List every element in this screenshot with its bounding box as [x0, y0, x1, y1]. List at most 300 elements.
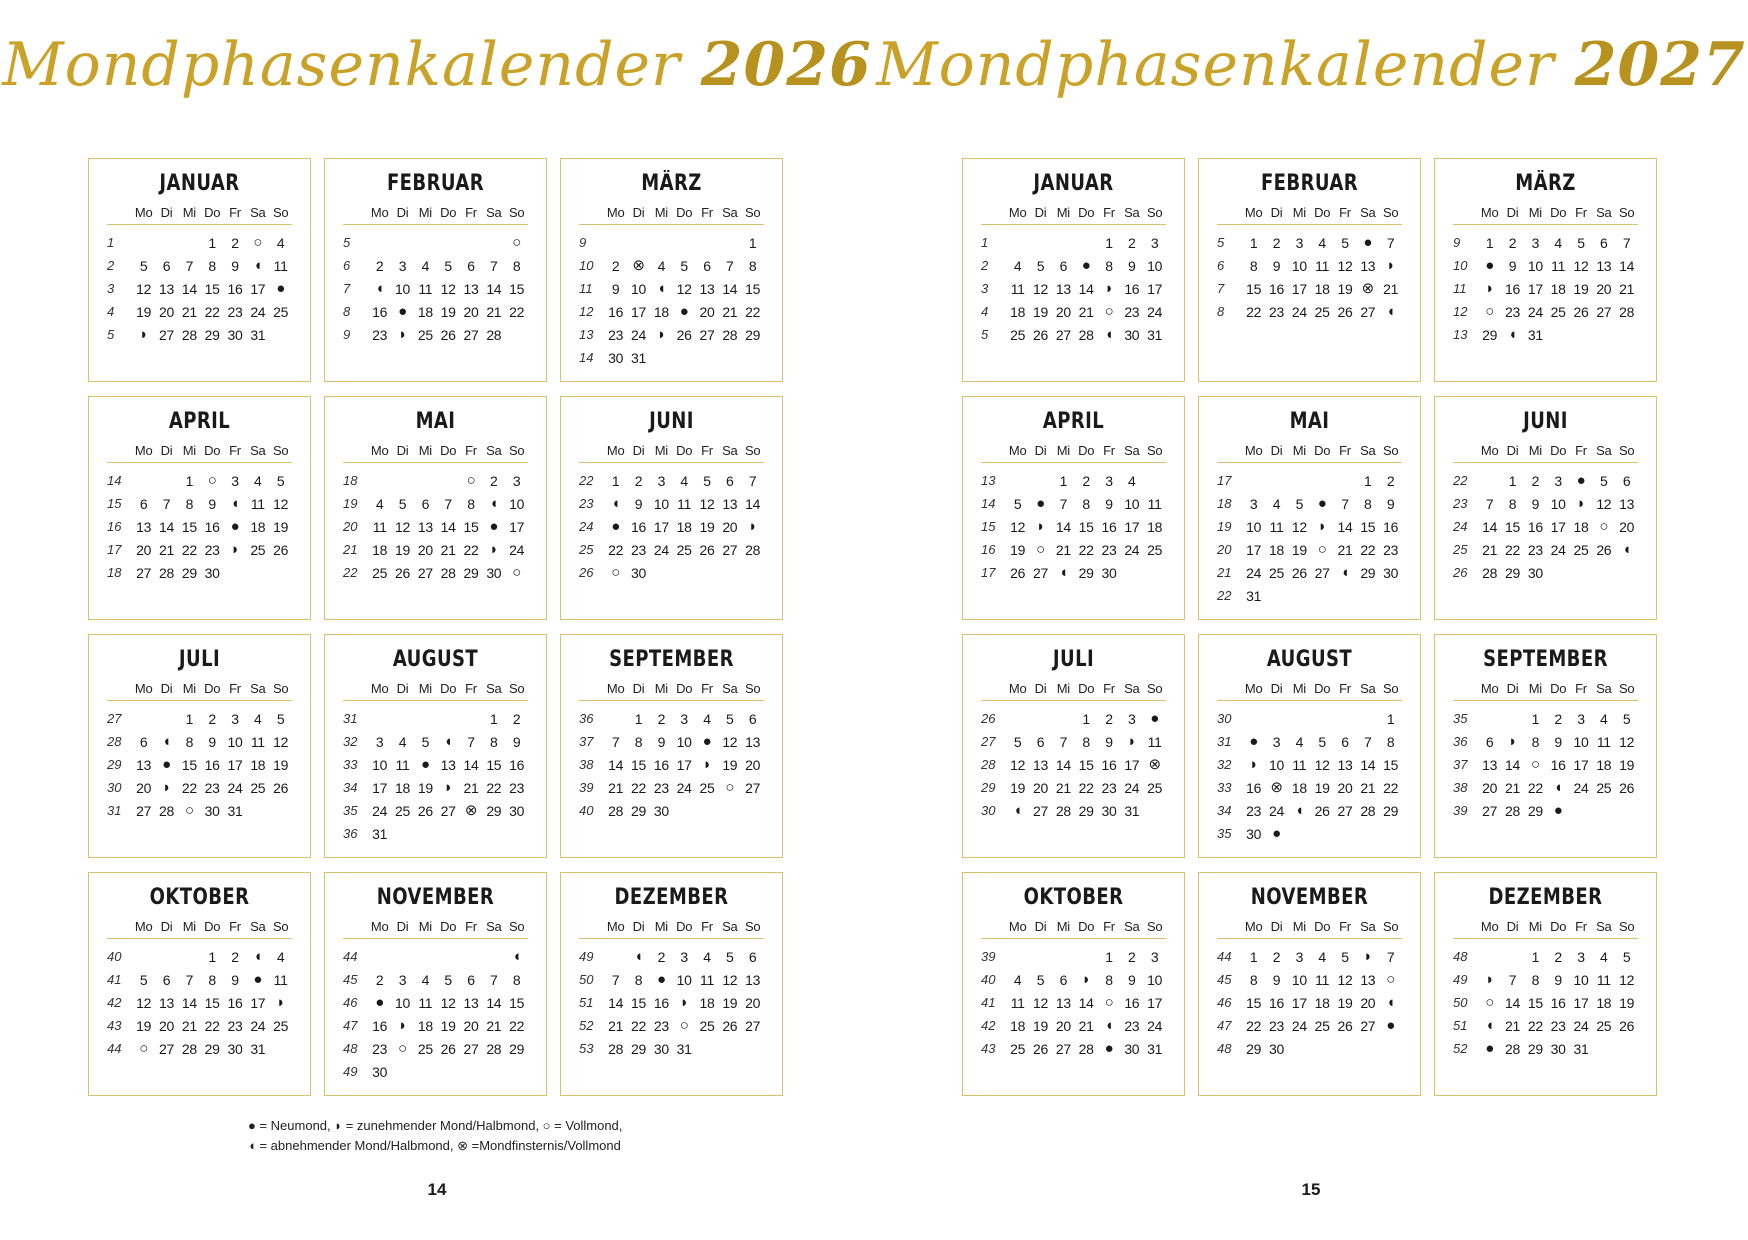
week-row: [1453, 776, 1638, 799]
week-row: [981, 753, 1166, 776]
week-row: [1217, 561, 1402, 584]
day-cell: 8: [208, 971, 216, 988]
day-cell: 8: [1249, 257, 1258, 274]
day-cell: 3: [398, 257, 407, 274]
day-cell: 8: [512, 257, 521, 274]
month-name: DEZEMBER: [614, 885, 729, 910]
week-number: 35: [1453, 711, 1468, 726]
day-cell: 3: [1577, 948, 1585, 965]
day-cell: 3: [1295, 234, 1304, 251]
day-cell: 29: [1360, 564, 1376, 581]
day-cell: 1: [208, 948, 216, 965]
week-row: [107, 492, 292, 515]
week-row: [1217, 492, 1402, 515]
day-cell: 14: [181, 994, 197, 1011]
moon-phase-icon: ○: [1485, 303, 1495, 320]
day-cell: 17: [1573, 756, 1589, 773]
week-row: [107, 991, 292, 1014]
week-number: 5: [343, 235, 351, 250]
day-cell: 28: [1360, 802, 1376, 819]
day-cell: 6: [467, 257, 475, 274]
day-cell: 26: [1314, 802, 1330, 819]
week-number: 46: [1217, 995, 1232, 1010]
day-cell: 3: [1577, 710, 1585, 727]
day-cell: 3: [1249, 495, 1258, 512]
week-number: 17: [107, 542, 122, 557]
day-cell: 7: [490, 971, 498, 988]
week-row: [1217, 254, 1402, 277]
month-name: MAI: [415, 409, 456, 434]
week-number: 44: [107, 1041, 122, 1056]
moon-phase-icon: ●: [679, 303, 689, 320]
day-cell: 24: [1291, 303, 1307, 320]
day-cell: 14: [745, 495, 761, 512]
day-cell: 7: [467, 733, 475, 750]
week-number: 12: [579, 304, 594, 319]
weekday-label: Fr: [229, 919, 241, 934]
week-row: [1217, 822, 1402, 845]
day-cell: 19: [722, 756, 738, 773]
day-cell: 29: [509, 1040, 525, 1057]
week-row: [1217, 277, 1402, 300]
day-cell: 12: [1619, 971, 1635, 988]
day-cell: 1: [1386, 710, 1395, 727]
day-cell: 11: [273, 257, 288, 274]
day-cell: 28: [486, 326, 502, 343]
weekday-label: Di: [160, 919, 173, 934]
weekday-label: Mo: [1480, 919, 1499, 934]
week-row: [1217, 231, 1402, 254]
day-cell: 7: [1508, 971, 1517, 988]
week-row: [981, 492, 1166, 515]
weekday-label: Fr: [701, 443, 713, 458]
week-number: 14: [981, 496, 996, 511]
weekday-label: Mi: [418, 205, 432, 220]
week-number: 32: [1217, 757, 1232, 772]
month-card: [1434, 634, 1657, 858]
moon-phase-icon: ●: [230, 518, 240, 535]
week-number: 13: [1453, 327, 1468, 342]
day-cell: 14: [1055, 756, 1071, 773]
day-cell: 30: [486, 564, 502, 581]
week-number: 5: [107, 327, 115, 342]
month-name: AUGUST: [392, 647, 479, 672]
day-cell: 29: [631, 802, 646, 819]
weekday-label: Di: [1034, 919, 1047, 934]
day-cell: 25: [417, 326, 433, 343]
weekday-label: Sa: [1596, 205, 1612, 220]
week-row: [1217, 799, 1402, 822]
month-card: [1198, 872, 1421, 1096]
day-cell: 7: [1341, 495, 1349, 512]
day-cell: 28: [1078, 1040, 1094, 1057]
weekday-label: Sa: [1124, 443, 1140, 458]
week-number: 41: [107, 972, 122, 987]
day-cell: 23: [227, 1017, 243, 1034]
day-cell: 5: [276, 710, 285, 727]
month-name: MÄRZ: [641, 171, 702, 196]
week-number: 22: [343, 565, 358, 580]
day-cell: 14: [486, 994, 502, 1011]
day-cell: 14: [1619, 257, 1635, 274]
weekday-label: Mo: [1244, 443, 1263, 458]
day-cell: 5: [1318, 733, 1326, 750]
day-cell: 25: [250, 541, 266, 558]
day-cell: 13: [1337, 756, 1353, 773]
month-card: [1434, 396, 1657, 620]
day-cell: 6: [1059, 257, 1068, 274]
moon-phase-icon: ○: [1386, 971, 1396, 988]
day-cell: 2: [1554, 948, 1562, 965]
day-cell: 23: [653, 779, 669, 796]
week-number: 38: [579, 757, 594, 772]
day-cell: 4: [1600, 710, 1608, 727]
week-row: [107, 1037, 292, 1060]
month-card: [1434, 872, 1657, 1096]
day-cell: 2: [1386, 472, 1395, 489]
week-number: 6: [1217, 258, 1225, 273]
week-row: [1453, 968, 1638, 991]
day-cell: 26: [395, 564, 410, 581]
day-cell: 7: [1622, 234, 1631, 251]
weekday-label: Di: [1270, 443, 1283, 458]
day-cell: 24: [372, 802, 388, 819]
day-cell: 5: [726, 710, 734, 727]
day-cell: 16: [1527, 518, 1543, 535]
day-cell: 25: [1269, 564, 1284, 581]
week-number: 51: [1453, 1018, 1468, 1033]
day-cell: 5: [1013, 733, 1022, 750]
day-cell: 18: [1269, 541, 1284, 558]
week-row: [1453, 561, 1638, 584]
moon-phase-icon: ◗: [276, 994, 286, 1011]
day-cell: 12: [1291, 518, 1307, 535]
day-cell: 27: [1482, 802, 1498, 819]
page-number: 15: [1301, 1180, 1321, 1199]
week-row: [1453, 231, 1638, 254]
week-row: [981, 945, 1166, 968]
week-row: [981, 469, 1166, 492]
day-cell: 10: [1573, 733, 1589, 750]
day-cell: 29: [1482, 326, 1498, 343]
month-name: JANUAR: [159, 171, 240, 196]
moon-phase-icon: ⊗: [1148, 756, 1161, 773]
week-row: [1453, 753, 1638, 776]
moon-phase-icon: ○: [398, 1040, 407, 1057]
week-row: [1453, 799, 1638, 822]
weekday-label: Mo: [1244, 681, 1263, 696]
day-cell: 23: [227, 303, 243, 320]
day-cell: 5: [680, 257, 688, 274]
week-row: [1217, 991, 1402, 1014]
day-cell: 4: [398, 733, 407, 750]
day-cell: 12: [1573, 257, 1589, 274]
month-name: JANUAR: [1033, 171, 1114, 196]
day-cell: 24: [1124, 779, 1140, 796]
moon-phase-icon: ●: [398, 303, 407, 320]
day-cell: 26: [1010, 564, 1026, 581]
week-number: 18: [107, 565, 122, 580]
day-cell: 20: [1360, 994, 1376, 1011]
week-number: 36: [579, 711, 594, 726]
day-cell: 27: [136, 802, 152, 819]
day-cell: 12: [136, 280, 152, 297]
day-cell: 23: [631, 541, 646, 558]
moon-phase-icon: ◖: [230, 495, 240, 512]
weekday-label: Fr: [1575, 919, 1587, 934]
day-cell: 16: [1124, 280, 1140, 297]
weekday-label: Sa: [722, 205, 738, 220]
day-cell: 29: [181, 564, 197, 581]
week-number: 40: [981, 972, 996, 987]
day-cell: 11: [395, 756, 410, 773]
week-number: 25: [579, 542, 594, 557]
weekday-label: Do: [676, 919, 693, 934]
month-name: NOVEMBER: [1250, 885, 1369, 910]
week-number: 34: [343, 780, 358, 795]
week-number: 39: [1453, 803, 1468, 818]
day-cell: 7: [185, 971, 194, 988]
day-cell: 30: [227, 326, 243, 343]
day-cell: 30: [1101, 564, 1117, 581]
day-cell: 17: [1246, 541, 1262, 558]
day-cell: 4: [1600, 948, 1608, 965]
day-cell: 25: [1314, 303, 1330, 320]
week-row: [1217, 968, 1402, 991]
month-card: [88, 158, 311, 382]
day-cell: 20: [463, 1017, 479, 1034]
week-number: 3: [981, 281, 989, 296]
day-cell: 5: [444, 257, 452, 274]
week-number: 31: [343, 711, 358, 726]
day-cell: 26: [440, 1040, 456, 1057]
day-cell: 13: [159, 994, 174, 1011]
day-cell: 12: [1314, 756, 1330, 773]
week-number: 27: [981, 734, 996, 749]
day-cell: 28: [1619, 303, 1635, 320]
week-row: [1217, 753, 1402, 776]
day-cell: 16: [227, 994, 243, 1011]
day-cell: 23: [372, 326, 388, 343]
day-cell: 12: [1619, 733, 1635, 750]
week-number: 15: [981, 519, 996, 534]
day-cell: 19: [1291, 541, 1307, 558]
day-cell: 19: [699, 518, 715, 535]
week-row: [343, 753, 528, 776]
weekday-label: So: [1146, 681, 1163, 696]
day-cell: 5: [1036, 971, 1045, 988]
weekday-label: Di: [1034, 205, 1047, 220]
weekday-label: Mo: [1008, 681, 1027, 696]
day-cell: 23: [1269, 1017, 1284, 1034]
week-row: [981, 707, 1166, 730]
week-number: 29: [107, 757, 122, 772]
day-cell: 1: [185, 472, 194, 489]
day-cell: 15: [486, 756, 502, 773]
day-cell: 13: [136, 756, 152, 773]
day-cell: 30: [509, 802, 525, 819]
day-cell: 10: [227, 733, 243, 750]
day-cell: 21: [1337, 541, 1353, 558]
day-cell: 27: [417, 564, 433, 581]
day-cell: 21: [1505, 1017, 1520, 1034]
week-row: [107, 277, 292, 300]
day-cell: 16: [372, 303, 388, 320]
week-row: [981, 561, 1166, 584]
day-cell: 15: [509, 994, 525, 1011]
day-cell: 7: [1059, 495, 1068, 512]
day-cell: 30: [227, 1040, 243, 1057]
day-cell: 13: [1596, 257, 1612, 274]
day-cell: 10: [1527, 257, 1543, 274]
moon-phase-icon: ○: [1530, 756, 1540, 773]
week-row: [1217, 300, 1402, 323]
weekday-label: Sa: [1596, 919, 1612, 934]
week-number: 14: [579, 350, 594, 365]
week-row: [579, 277, 764, 300]
day-cell: 10: [631, 280, 646, 297]
day-cell: 26: [440, 326, 456, 343]
day-cell: 28: [1505, 802, 1520, 819]
week-number: 40: [107, 949, 122, 964]
week-number: 37: [579, 734, 594, 749]
weekday-label: Mi: [1056, 205, 1070, 220]
day-cell: 8: [185, 495, 194, 512]
day-cell: 30: [1527, 564, 1543, 581]
day-cell: 31: [250, 1040, 266, 1057]
weekday-label: Mi: [182, 443, 196, 458]
weekday-label: Sa: [1124, 205, 1140, 220]
day-cell: 9: [1531, 495, 1540, 512]
week-row: [343, 561, 528, 584]
day-cell: 22: [1360, 541, 1376, 558]
day-cell: 15: [1360, 518, 1376, 535]
day-cell: 24: [653, 541, 669, 558]
day-cell: 25: [1010, 326, 1026, 343]
week-number: 53: [579, 1041, 594, 1056]
moon-phase-icon: ◗: [443, 779, 453, 796]
day-cell: 18: [1147, 518, 1163, 535]
week-number: 31: [1217, 734, 1232, 749]
week-number: 51: [579, 995, 594, 1010]
week-row: [579, 707, 764, 730]
weekday-label: Sa: [1124, 919, 1140, 934]
week-row: [1217, 515, 1402, 538]
day-cell: 7: [490, 257, 498, 274]
day-cell: 2: [1272, 234, 1281, 251]
week-row: [981, 277, 1166, 300]
week-number: 17: [1217, 473, 1232, 488]
weekday-label: So: [1618, 443, 1635, 458]
week-row: [343, 991, 528, 1014]
weekday-label: Fr: [229, 205, 241, 220]
day-cell: 6: [162, 971, 171, 988]
week-row: [107, 231, 292, 254]
day-cell: 2: [375, 971, 384, 988]
day-cell: 25: [699, 1017, 715, 1034]
weekday-header: [579, 919, 764, 939]
day-cell: 22: [1527, 1017, 1543, 1034]
day-cell: 13: [1482, 756, 1498, 773]
day-cell: 29: [1527, 1040, 1543, 1057]
day-cell: 13: [440, 756, 456, 773]
month-name: MÄRZ: [1515, 171, 1576, 196]
day-cell: 18: [1314, 994, 1330, 1011]
weekday-label: Fr: [1103, 443, 1115, 458]
week-number: 39: [981, 949, 996, 964]
day-cell: 11: [418, 994, 433, 1011]
moon-phase-icon: ◗: [1576, 495, 1586, 512]
day-cell: 17: [1573, 994, 1589, 1011]
day-cell: 9: [1272, 971, 1281, 988]
week-row: [579, 300, 764, 323]
day-cell: 25: [676, 541, 692, 558]
weekday-header: [343, 443, 528, 463]
day-cell: 24: [1147, 303, 1163, 320]
day-cell: 9: [231, 257, 239, 274]
day-cell: 3: [1150, 948, 1159, 965]
day-cell: 5: [1036, 257, 1045, 274]
day-cell: 22: [1505, 541, 1520, 558]
weekday-label: Do: [676, 205, 693, 220]
day-cell: 13: [463, 280, 479, 297]
weekday-label: Mo: [606, 919, 625, 934]
day-cell: 26: [273, 779, 289, 796]
day-cell: 1: [1105, 234, 1113, 251]
day-cell: 17: [1124, 756, 1140, 773]
weekday-label: Mi: [418, 681, 432, 696]
week-number: 33: [1217, 780, 1232, 795]
weekday-label: Do: [1314, 919, 1331, 934]
day-cell: 28: [745, 541, 761, 558]
day-cell: 18: [1314, 280, 1330, 297]
month-name: SEPTEMBER: [609, 647, 734, 672]
week-number: 20: [343, 519, 358, 534]
week-row: [579, 561, 764, 584]
day-cell: 15: [1078, 756, 1094, 773]
day-cell: 14: [1078, 280, 1094, 297]
week-row: [343, 538, 528, 561]
page-title: Mondphasenkalender 2027: [876, 30, 1746, 100]
moon-phase-icon: ◖: [1058, 564, 1068, 581]
day-cell: 9: [208, 495, 216, 512]
day-cell: 19: [417, 779, 433, 796]
week-row: [1453, 538, 1638, 561]
week-number: 22: [1453, 473, 1468, 488]
week-row: [107, 945, 292, 968]
week-number: 5: [1217, 235, 1225, 250]
moon-phase-icon: ●: [375, 994, 385, 1011]
day-cell: 3: [680, 710, 688, 727]
day-cell: 5: [276, 472, 285, 489]
week-row: [981, 538, 1166, 561]
weekday-label: Mo: [1480, 681, 1499, 696]
day-cell: 2: [1554, 710, 1562, 727]
week-number: 44: [1217, 949, 1232, 964]
day-cell: 14: [1337, 518, 1353, 535]
weekday-label: Do: [440, 919, 457, 934]
weekday-label: Di: [632, 919, 645, 934]
day-cell: 30: [204, 802, 220, 819]
month-card: [1198, 158, 1421, 382]
moon-phase-icon: ○: [1317, 541, 1327, 558]
day-cell: 6: [139, 733, 148, 750]
weekday-label: Do: [676, 443, 693, 458]
day-cell: 25: [1596, 1017, 1612, 1034]
weekday-label: Do: [1550, 205, 1567, 220]
day-cell: 25: [1573, 541, 1589, 558]
month-name: APRIL: [1042, 409, 1105, 434]
